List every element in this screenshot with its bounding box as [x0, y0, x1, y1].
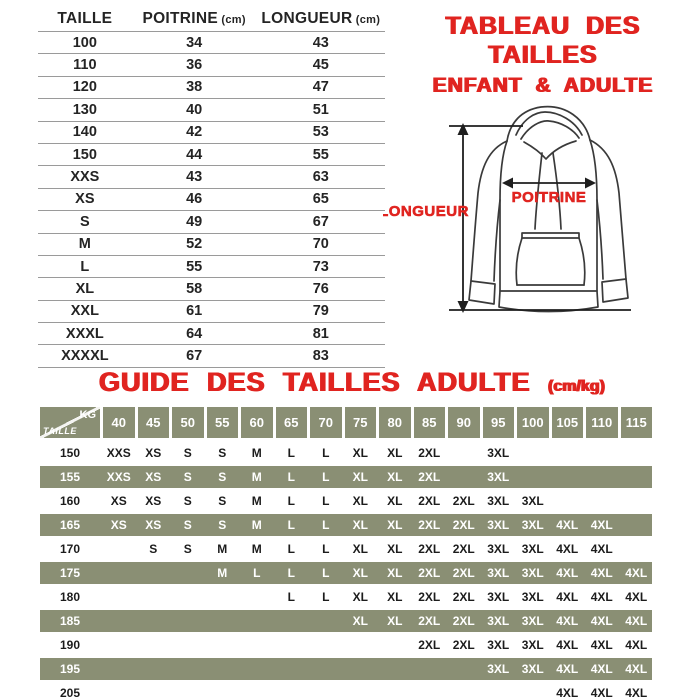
guide-cell: 3XL	[487, 446, 510, 460]
guide-cell: S	[218, 446, 227, 460]
guide-cell: XL	[387, 614, 403, 628]
size-row	[38, 144, 385, 166]
size-cell: 43	[312, 34, 329, 51]
guide-cell: 4XL	[590, 542, 613, 556]
guide-cell: L	[287, 446, 295, 460]
size-cell: XS	[75, 191, 95, 208]
size-cell: 36	[186, 57, 203, 74]
guide-cell: M	[251, 470, 262, 484]
guide-cell: 3XL	[487, 470, 510, 484]
size-cell: 81	[312, 325, 329, 342]
guide-cell: S	[183, 494, 192, 508]
size-cell: 43	[186, 169, 203, 186]
guide-cell: 3XL	[521, 590, 544, 604]
size-row	[38, 345, 385, 367]
guide-row	[40, 658, 652, 680]
guide-cell: L	[287, 590, 295, 604]
guide-cell: L	[287, 518, 295, 532]
size-cell: 73	[312, 258, 329, 275]
guide-rows	[40, 442, 652, 700]
guide-cell: XL	[387, 590, 403, 604]
guide-header-row	[40, 407, 652, 438]
size-cell: 46	[186, 191, 203, 208]
size-cell: S	[80, 213, 90, 230]
guide-cell: 2XL	[452, 542, 475, 556]
guide-row	[40, 466, 652, 488]
main-title-line1: TABLEAU DES TAILLES	[445, 12, 641, 69]
guide-cell: 4XL	[590, 662, 613, 676]
guide-cell: 2XL	[418, 566, 441, 580]
guide-cell: 4XL	[556, 638, 579, 652]
guide-col-header: 65	[276, 407, 308, 438]
guide-row-label: 185	[59, 614, 81, 628]
guide-cell: 2XL	[418, 446, 441, 460]
guide-row-label: 175	[59, 566, 81, 580]
guide-cell: 2XL	[452, 614, 475, 628]
guide-cell: 4XL	[590, 638, 613, 652]
hoodie-icon	[383, 95, 695, 350]
guide-cell: 3XL	[487, 518, 510, 532]
guide-cell: 4XL	[625, 686, 648, 700]
guide-cell: 4XL	[625, 662, 648, 676]
size-row	[38, 99, 385, 121]
guide-row-label: 205	[59, 686, 81, 700]
guide-cell: 2XL	[452, 566, 475, 580]
guide-cell: 2XL	[452, 590, 475, 604]
guide-cell: XS	[145, 518, 162, 532]
guide-cell: XL	[352, 614, 368, 628]
guide-cell: L	[322, 542, 330, 556]
guide-cell: L	[287, 542, 295, 556]
guide-cell: 3XL	[487, 494, 510, 508]
hoodie-diagram	[383, 95, 695, 350]
size-cell: 61	[186, 303, 203, 320]
guide-cell: 2XL	[418, 518, 441, 532]
size-cell: 67	[312, 213, 329, 230]
guide-cell: 2XL	[418, 470, 441, 484]
guide-cell: XS	[145, 494, 162, 508]
size-cell: 70	[312, 236, 329, 253]
guide-cell: 4XL	[556, 542, 579, 556]
guide-row-label: 170	[59, 542, 81, 556]
guide-cell: L	[322, 470, 330, 484]
guide-cell: 2XL	[418, 614, 441, 628]
guide-table	[40, 407, 652, 700]
guide-cell: XXS	[106, 470, 131, 484]
size-cell: 58	[186, 280, 203, 297]
guide-col-header: 75	[345, 407, 377, 438]
guide-cell: 4XL	[556, 686, 579, 700]
guide-cell: M	[217, 566, 228, 580]
size-cell: 45	[312, 57, 329, 74]
size-row	[38, 32, 385, 54]
guide-col-header: 80	[379, 407, 411, 438]
guide-cell: 3XL	[487, 638, 510, 652]
guide-cell: 2XL	[418, 542, 441, 556]
guide-cell: L	[287, 470, 295, 484]
guide-cell: 3XL	[521, 542, 544, 556]
guide-cell: 4XL	[590, 518, 613, 532]
guide-cell: XL	[352, 566, 368, 580]
size-cell: 55	[312, 146, 329, 163]
guide-cell: S	[183, 518, 192, 532]
size-cell: 55	[186, 258, 203, 275]
guide-cell: S	[183, 470, 192, 484]
size-cell: 79	[312, 303, 329, 320]
guide-cell: XS	[110, 494, 127, 508]
guide-row	[40, 586, 652, 608]
guide-title-unit: (cm/kg)	[548, 378, 605, 395]
size-cell: 52	[186, 236, 203, 253]
guide-cell: 4XL	[590, 686, 613, 700]
guide-cell: 2XL	[452, 494, 475, 508]
size-cell: 44	[186, 146, 203, 163]
guide-cell: S	[149, 542, 158, 556]
guide-cell: XL	[352, 446, 368, 460]
guide-cell: XS	[145, 446, 162, 460]
guide-col-header: 95	[483, 407, 515, 438]
size-cell: XXL	[70, 303, 99, 320]
column-header-unit: (cm)	[352, 13, 381, 26]
guide-col-header: 100	[517, 407, 549, 438]
guide-cell: S	[183, 446, 192, 460]
guide-cell: S	[218, 470, 227, 484]
size-row	[38, 166, 385, 188]
guide-cell: 3XL	[521, 494, 544, 508]
size-cell: L	[80, 258, 90, 275]
size-cell: 51	[312, 101, 329, 118]
guide-cell: 3XL	[487, 590, 510, 604]
guide-cell: L	[287, 566, 295, 580]
guide-cell: XL	[352, 470, 368, 484]
guide-cell: 4XL	[556, 566, 579, 580]
guide-cell: L	[322, 494, 330, 508]
guide-cell: S	[218, 518, 227, 532]
size-cell: XXXL	[65, 325, 104, 342]
guide-cell: XL	[387, 446, 403, 460]
guide-row-label: 160	[59, 494, 81, 508]
size-cell: 53	[312, 124, 329, 141]
guide-cell: M	[251, 518, 262, 532]
guide-cell: 3XL	[521, 662, 544, 676]
size-cell: XXXXL	[61, 348, 109, 365]
guide-col-header: 85	[414, 407, 446, 438]
size-cell: 130	[72, 101, 97, 118]
guide-cell: 3XL	[521, 638, 544, 652]
guide-cell: XL	[352, 494, 368, 508]
size-cell: XL	[75, 280, 95, 297]
size-cell: 100	[72, 34, 97, 51]
guide-cell: XL	[387, 542, 403, 556]
guide-cell: XL	[387, 470, 403, 484]
size-cell: 65	[312, 191, 329, 208]
guide-cell: M	[251, 494, 262, 508]
size-row	[38, 77, 385, 99]
size-row	[38, 122, 385, 144]
size-cell: M	[78, 236, 91, 253]
guide-cell: XXS	[106, 446, 131, 460]
guide-col-header: 115	[621, 407, 653, 438]
column-header-label: TAILLE	[57, 9, 113, 27]
size-cell: 49	[186, 213, 203, 230]
guide-cell: M	[251, 446, 262, 460]
guide-cell: 4XL	[625, 590, 648, 604]
guide-title	[28, 367, 676, 398]
size-cell: 40	[186, 101, 203, 118]
guide-cell: 3XL	[521, 566, 544, 580]
guide-row-label: 180	[59, 590, 81, 604]
size-cell: 38	[186, 79, 203, 96]
kg-label: KG	[79, 409, 96, 421]
size-cell: 47	[312, 79, 329, 96]
guide-row-label: 155	[59, 470, 81, 484]
guide-row	[40, 538, 652, 560]
guide-cell: 4XL	[590, 614, 613, 628]
size-cell: 120	[72, 79, 97, 96]
guide-cell: XL	[352, 518, 368, 532]
guide-cell: XL	[387, 566, 403, 580]
guide-cell: 2XL	[418, 638, 441, 652]
size-cell: 140	[72, 124, 97, 141]
size-row	[38, 189, 385, 211]
guide-row	[40, 610, 652, 632]
guide-cell: L	[322, 446, 330, 460]
guide-corner-cell	[40, 407, 100, 438]
guide-cell: 4XL	[556, 518, 579, 532]
length-label: LONGUEUR	[383, 203, 469, 220]
guide-cell: 3XL	[487, 614, 510, 628]
guide-cell: 3XL	[521, 614, 544, 628]
guide-row-label: 150	[59, 446, 81, 460]
guide-row	[40, 514, 652, 536]
guide-row	[40, 442, 652, 464]
guide-col-header: 40	[103, 407, 135, 438]
guide-col-header: 50	[172, 407, 204, 438]
column-header	[257, 10, 385, 28]
guide-row	[40, 634, 652, 656]
guide-row-label: 165	[59, 518, 81, 532]
size-cell: 76	[312, 280, 329, 297]
guide-col-header: 45	[138, 407, 170, 438]
guide-cell: L	[322, 566, 330, 580]
size-cell: 64	[186, 325, 203, 342]
guide-cell: 4XL	[556, 662, 579, 676]
column-header	[38, 10, 132, 28]
guide-cell: S	[183, 542, 192, 556]
guide-cell: 4XL	[590, 590, 613, 604]
size-cell: 110	[73, 57, 97, 74]
guide-row	[40, 682, 652, 700]
size-cell: XXS	[70, 169, 100, 186]
guide-col-header: 110	[586, 407, 618, 438]
guide-cell: M	[251, 542, 262, 556]
guide-col-header: 105	[552, 407, 584, 438]
guide-cell: 4XL	[590, 566, 613, 580]
size-row	[38, 54, 385, 76]
guide-cell: 3XL	[487, 542, 510, 556]
guide-cell: XL	[387, 518, 403, 532]
size-row	[38, 234, 385, 256]
guide-cell: 2XL	[452, 638, 475, 652]
guide-cell: M	[217, 542, 228, 556]
size-row	[38, 323, 385, 345]
size-cell: 150	[72, 146, 97, 163]
guide-row	[40, 562, 652, 584]
column-header-label: LONGUEUR	[261, 9, 353, 27]
size-table	[38, 6, 385, 368]
size-cell: 67	[186, 348, 203, 365]
guide-cell: 4XL	[625, 638, 648, 652]
guide-cell: XS	[110, 518, 127, 532]
guide-row	[40, 490, 652, 512]
main-title-line2: ENFANT & ADULTE	[432, 73, 654, 97]
column-header-unit: (cm)	[218, 13, 246, 26]
guide-col-header: 70	[310, 407, 342, 438]
size-cell: 63	[312, 169, 329, 186]
guide-col-header: 90	[448, 407, 480, 438]
size-row	[38, 256, 385, 278]
guide-cell: L	[287, 494, 295, 508]
guide-cell: 3XL	[521, 518, 544, 532]
size-cell: 34	[186, 34, 203, 51]
guide-cell: 2XL	[452, 518, 475, 532]
size-row	[38, 211, 385, 233]
size-cell: 42	[186, 124, 203, 141]
size-cell: 83	[312, 348, 329, 365]
guide-cell: 3XL	[487, 566, 510, 580]
guide-cell: L	[322, 518, 330, 532]
column-header-label: POITRINE	[142, 9, 219, 27]
guide-cell: 4XL	[625, 566, 648, 580]
guide-cell: 2XL	[418, 494, 441, 508]
guide-cell: 3XL	[487, 662, 510, 676]
guide-cell: 4XL	[556, 590, 579, 604]
guide-cell: XL	[352, 542, 368, 556]
size-row	[38, 301, 385, 323]
guide-cell: 4XL	[556, 614, 579, 628]
hoodie-outline	[469, 107, 628, 312]
guide-cell: L	[322, 590, 330, 604]
size-row	[38, 278, 385, 300]
guide-cell: 4XL	[625, 614, 648, 628]
column-header	[132, 10, 257, 28]
size-table-header-row	[38, 6, 385, 32]
guide-cell: XL	[387, 494, 403, 508]
guide-row-label: 190	[59, 638, 81, 652]
taille-label: TAILLE	[43, 426, 77, 436]
guide-cell: 2XL	[418, 590, 441, 604]
guide-cell: L	[253, 566, 261, 580]
guide-cell: XS	[145, 470, 162, 484]
guide-col-header: 55	[207, 407, 239, 438]
chest-label: POITRINE	[511, 189, 587, 206]
main-title	[390, 12, 696, 98]
guide-row-label: 195	[59, 662, 81, 676]
guide-title-text: GUIDE DES TAILLES ADULTE	[99, 367, 531, 397]
guide-col-header: 60	[241, 407, 273, 438]
guide-cell: S	[218, 494, 227, 508]
guide-cell: XL	[352, 590, 368, 604]
